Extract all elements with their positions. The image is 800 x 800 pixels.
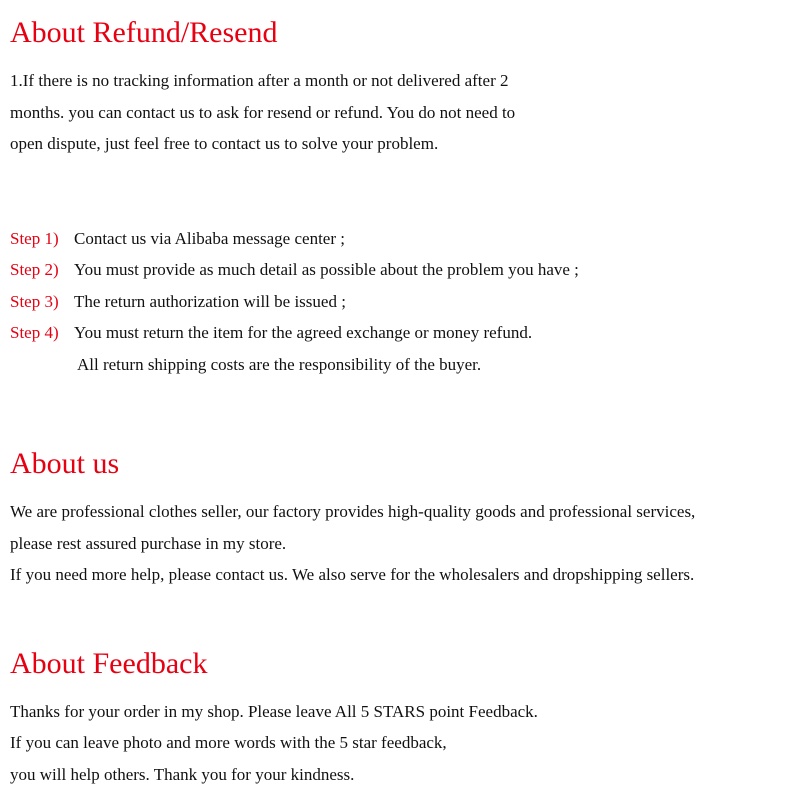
- feedback-heading: About Feedback: [10, 647, 208, 680]
- refund-step-note: All return shipping costs are the responsibility of the buyer.: [77, 355, 482, 374]
- refund-step-4: [10, 323, 533, 342]
- refund-paragraph-line: open dispute, just feel free to contact us to solve your problem.: [10, 134, 439, 153]
- about-us-line: If you need more help, please contact us. We also serve for the wholesalers and dropshipping sellers.: [10, 565, 695, 584]
- refund-step-1: [10, 229, 345, 248]
- about-us-line: We are professional clothes seller, our factory provides high-quality goods and professional services,: [10, 502, 696, 521]
- step-label: Step 1): [10, 229, 59, 248]
- step-label: Step 3): [10, 292, 59, 311]
- refund-paragraph-line: months. you can contact us to ask for resend or refund. You do not need to: [10, 103, 516, 122]
- feedback-line: you will help others. Thank you for your kindness.: [10, 765, 355, 784]
- refund-paragraph-line: 1.If there is no tracking information after a month or not delivered after 2: [10, 71, 509, 90]
- about-us-line: please rest assured purchase in my store.: [10, 534, 287, 553]
- step-text: You must return the item for the agreed exchange or money refund.: [74, 323, 533, 342]
- step-text: The return authorization will be issued ;: [74, 292, 346, 311]
- refund-step-3: [10, 292, 346, 311]
- feedback-line: If you can leave photo and more words with the 5 star feedback,: [10, 733, 447, 752]
- step-text: Contact us via Alibaba message center ;: [74, 229, 345, 248]
- step-label: Step 4): [10, 323, 59, 342]
- refund-step-2: [10, 260, 579, 279]
- about-us-heading: About us: [10, 447, 120, 480]
- step-text: You must provide as much detail as possible about the problem you have ;: [74, 260, 579, 279]
- refund-heading: About Refund/Resend: [10, 16, 278, 49]
- step-label: Step 2): [10, 260, 59, 279]
- feedback-line: Thanks for your order in my shop. Please leave All 5 STARS point Feedback.: [10, 702, 538, 721]
